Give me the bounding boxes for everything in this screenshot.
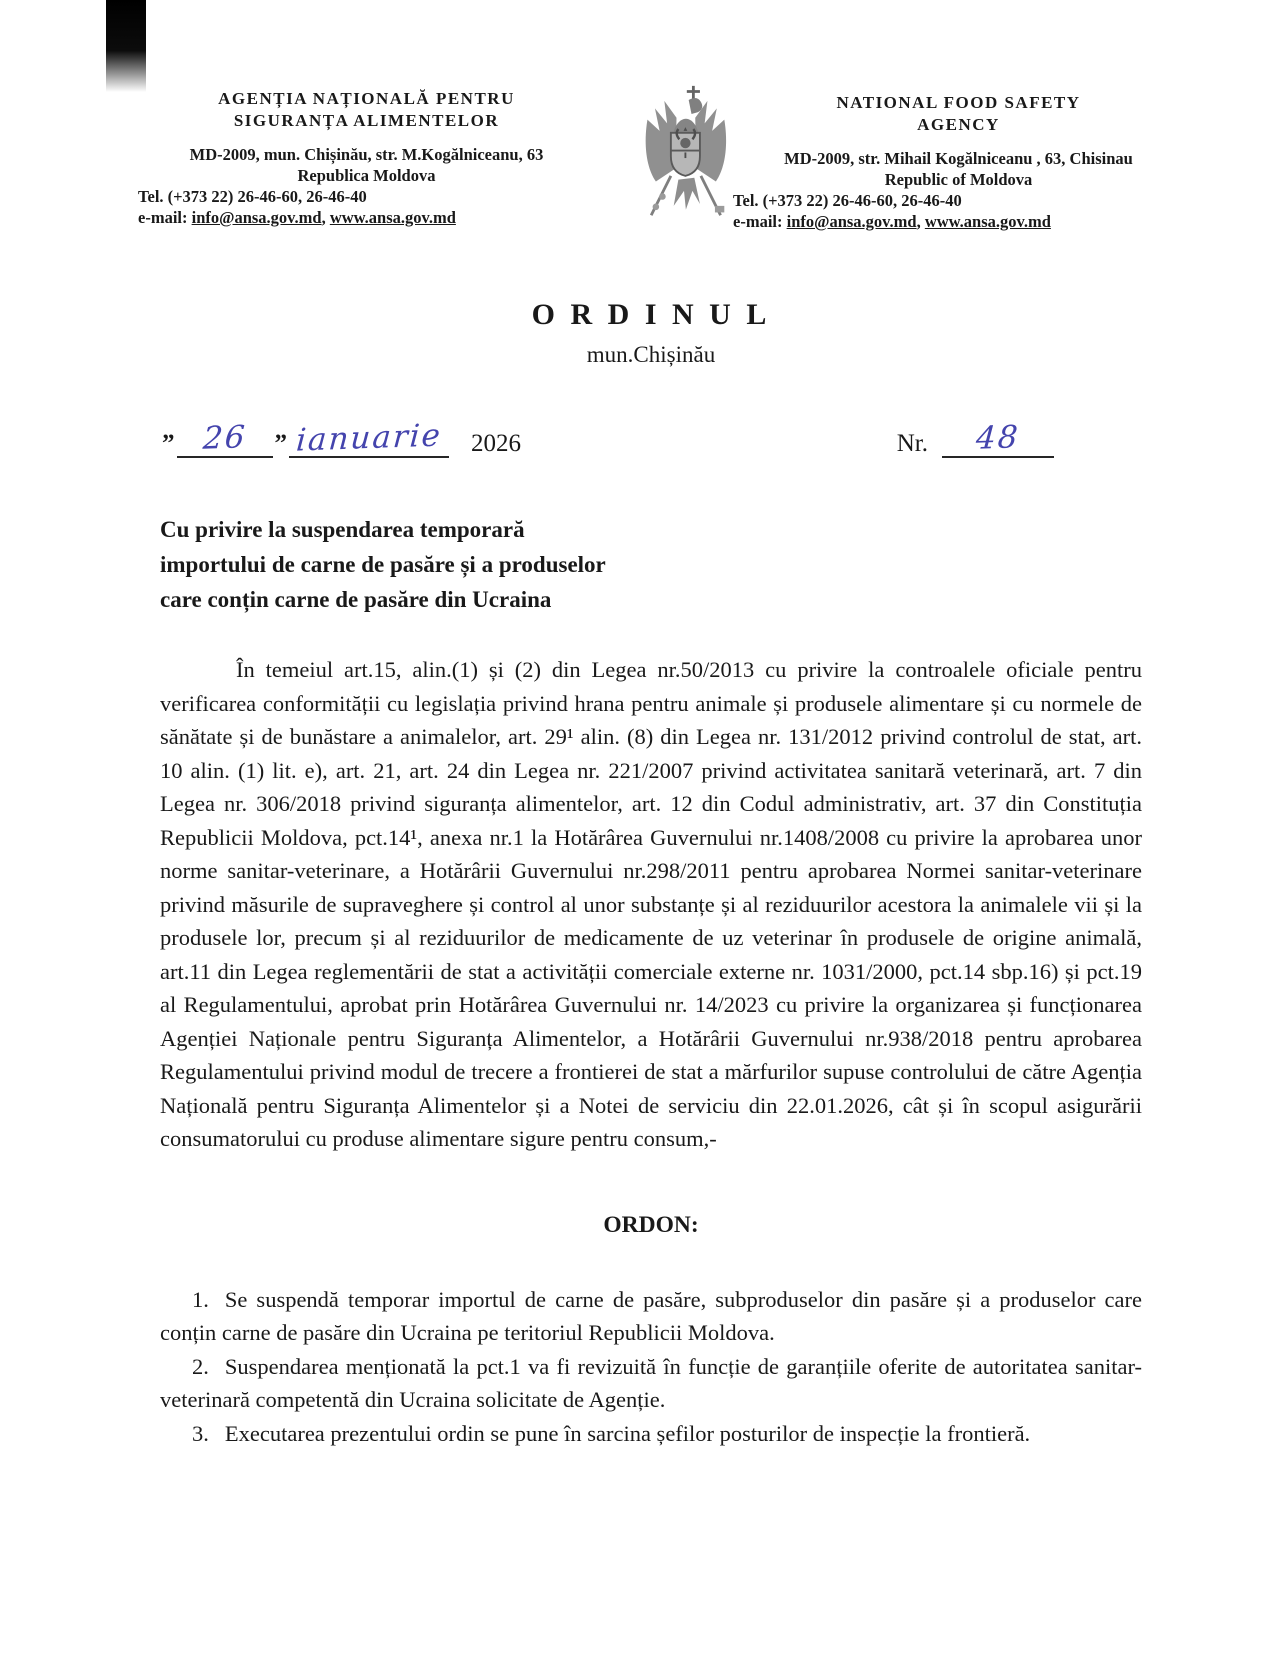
website-link: www.ansa.gov.md — [924, 212, 1051, 231]
subject-block — [160, 512, 1142, 617]
website-link: www.ansa.gov.md — [329, 208, 456, 227]
order-item-1 — [160, 1283, 1142, 1350]
item-text: Executarea prezentului ordin se pune în sarcina șefilor posturilor de inspecție la frontieră. — [224, 1420, 1031, 1446]
phone-en: Tel. (+373 22) 26-46-60, 26-46-40 — [733, 191, 962, 210]
scan-artifact — [106, 0, 146, 92]
country-en: Republic of Moldova — [884, 170, 1033, 189]
email-label: e-mail: — [138, 208, 192, 227]
date-number-row — [160, 406, 1142, 458]
separator: , — [916, 212, 925, 231]
org-name-ro-line1: AGENȚIA NAȚIONALĂ PENTRU — [218, 89, 515, 108]
month-field — [289, 417, 449, 459]
document-body — [0, 298, 1280, 1450]
subject-line-1: Cu privire la suspendarea temporară — [160, 517, 525, 542]
moldova-coat-of-arms-icon — [637, 84, 733, 234]
document-title: O R D I N U L — [531, 298, 771, 331]
order-number-field — [896, 419, 1054, 458]
quote-open: ” — [162, 430, 175, 457]
handwritten-order-number: 48 — [975, 419, 1022, 457]
item-number: 2. — [192, 1353, 209, 1379]
place-line: mun.Chișinău — [586, 342, 716, 367]
org-name-en — [733, 92, 1184, 136]
quote-close: ” — [274, 430, 287, 457]
nr-label: Nr. — [896, 430, 928, 457]
item-text: Suspendarea menționată la pct.1 va fi revizuită în funcție de garanțiile oferite de autoritatea sanitar-veterinară competentă din Ucraina solicitate de Agenție. — [160, 1353, 1142, 1412]
org-name-ro — [138, 88, 595, 132]
email-link: info@ansa.gov.md — [191, 208, 322, 227]
subject-line-3: care conțin carne de pasăre din Ucraina — [160, 587, 552, 612]
item-number: 1. — [192, 1286, 209, 1312]
preamble-paragraph: În temeiul art.15, alin.(1) și (2) din Legea nr.50/2013 cu privire la controalele oficiale pentru verificarea conformității cu legislația privind hrana pentru animale și produsele alimentare și cu normele de sănătate și de bunăstare a animalelor, art. 29¹ alin. (8) din Legea nr. 131/2012 privind controlul de stat, art. 10 alin. (1) lit. e), art. 21, art. 24 din Legea nr. 221/2007 privind activitatea sanitară veterinară, art. 7 din Legea nr. 306/2018 privind siguranța alimentelor, art. 12 din Codul administrativ, art. 37 din Constituția Republicii Moldova, pct.14¹, anexa nr.1 la Hotărârea Guvernului nr.1408/2008 cu privire la aprobarea unor norme sanitar-veterinare, a Hotărârii Guvernului nr.298/2011 pentru aprobarea Normei sanitar-veterinare privind măsurile de supraveghere și control al unor substanțe și al reziduurilor acestora la animalele vii și la produsele lor, precum și al reziduurilor de medicamente de uz veterinar în produsele de origine animală, art.11 din Legea reglementării de stat a activității comerciale externe nr. 1031/2000, pct.14 sbp.16) și pct.19 al Regulamentului, aprobat prin Hotărârea Guvernului nr. 14/2023 cu privire la organizarea și funcționarea Agenției Naționale pentru Siguranța Alimentelor, a Hotărârii Guvernului nr.938/2018 pentru aprobarea Regulamentului privind modul de trecere a frontierei de stat a mărfurilor supuse controlului de către Agenția Națională pentru Siguranța Alimentelor și a Notei de serviciu din 22.01.2026, cât și în scopul asigurării consumatorului cu produse alimentare sigure pentru consum,- — [160, 657, 1142, 1151]
nr-slot — [942, 419, 1054, 458]
address-en: MD-2009, str. Mihail Kogălniceanu , 63, Chisinau — [784, 149, 1133, 168]
handwritten-day: 26 — [201, 419, 248, 457]
handwritten-month: ianuarie — [294, 417, 444, 459]
order-item-2 — [160, 1350, 1142, 1417]
letterhead-right — [733, 88, 1184, 232]
email-link: info@ansa.gov.md — [786, 212, 917, 231]
separator: , — [321, 208, 330, 227]
order-items — [160, 1283, 1142, 1451]
subject-line-2: importului de carne de pasăre și a produselor — [160, 552, 606, 577]
item-text: Se suspendă temporar importul de carne de pasăre, subproduselor din pasăre și a produselor care conțin carne de pasăre din Ucraina pe teritoriul Republicii Moldova. — [160, 1286, 1142, 1345]
letterhead-left — [138, 88, 595, 228]
letterhead — [0, 0, 1280, 248]
date-fields — [160, 417, 521, 459]
item-number: 3. — [192, 1420, 209, 1446]
order-item-3 — [160, 1417, 1142, 1451]
email-line-en — [733, 211, 1184, 232]
phone-ro: Tel. (+373 22) 26-46-60, 26-46-40 — [138, 187, 367, 206]
year-value: 2026 — [471, 430, 521, 457]
order-heading: ORDON: — [603, 1211, 699, 1238]
address-ro: MD-2009, mun. Chișinău, str. M.Kogălniceanu, 63 — [189, 145, 544, 164]
email-label: e-mail: — [733, 212, 787, 231]
country-ro: Republica Moldova — [297, 166, 436, 185]
email-line-ro — [138, 207, 595, 228]
org-name-en-line1: NATIONAL FOOD SAFETY — [836, 93, 1081, 112]
org-name-ro-line2: SIGURANȚA ALIMENTELOR — [233, 111, 500, 130]
day-field — [177, 419, 273, 458]
org-name-en-line2: AGENCY — [917, 115, 1000, 134]
